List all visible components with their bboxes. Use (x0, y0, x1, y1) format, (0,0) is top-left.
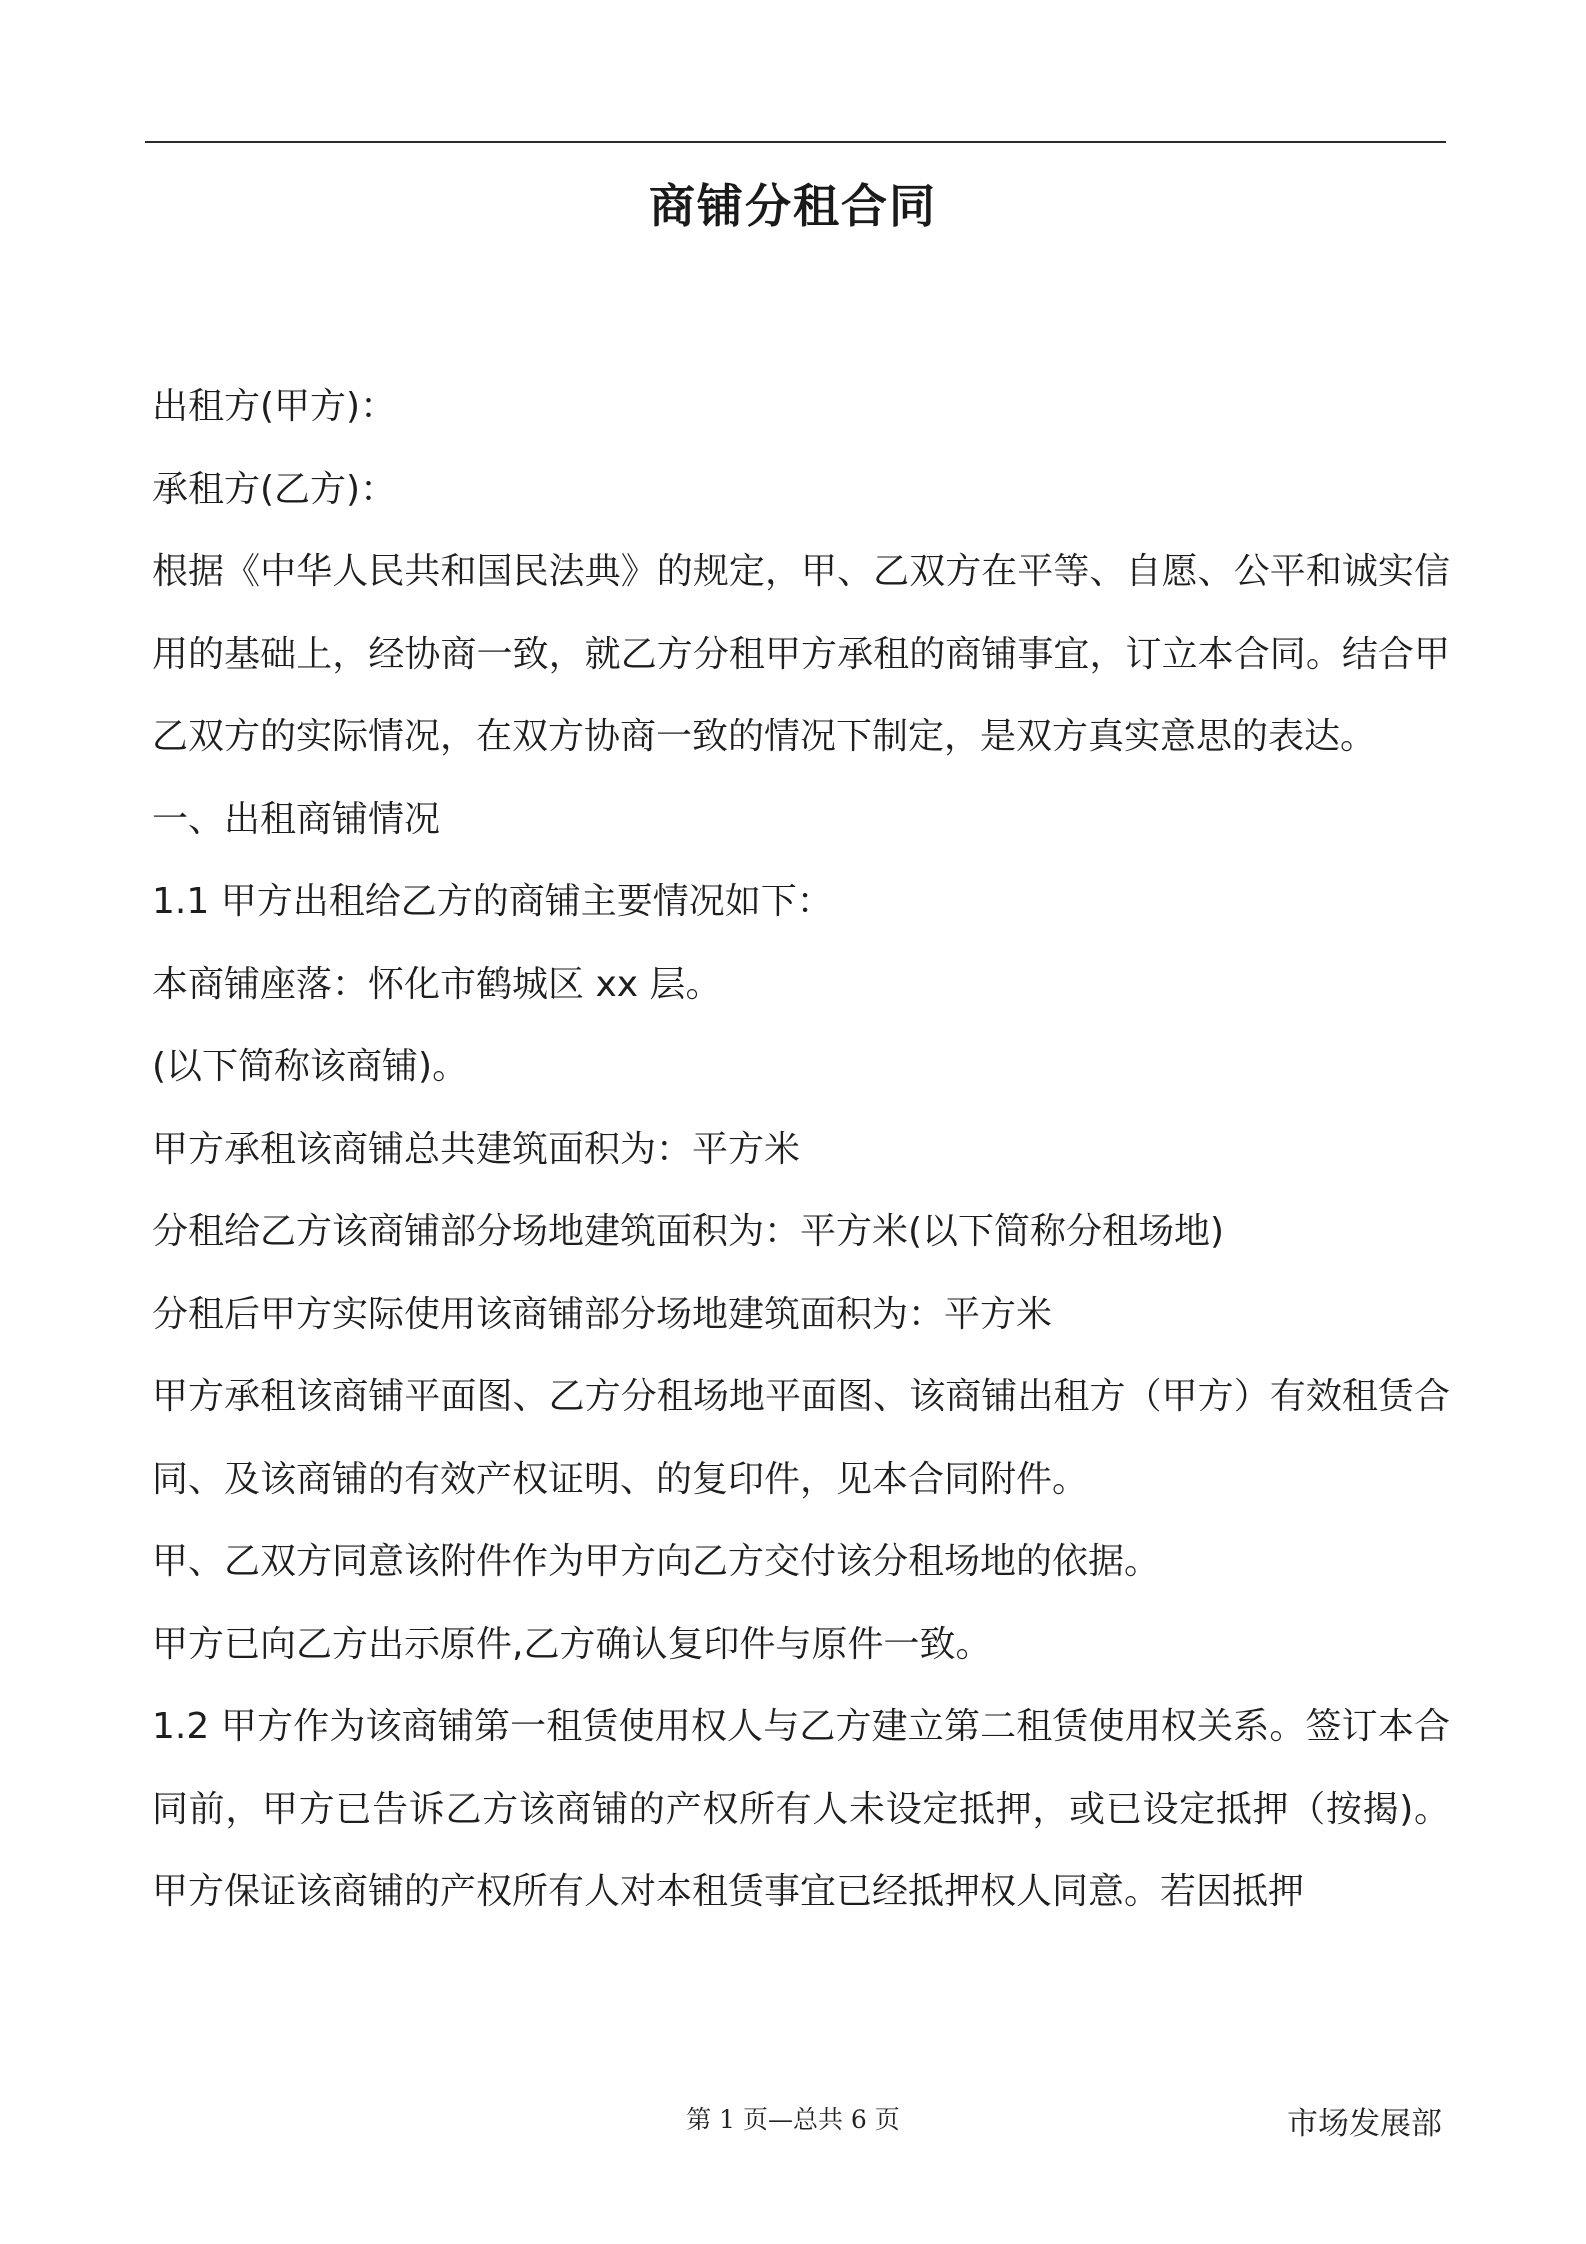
section-heading-1: 一、出租商铺情况 (152, 798, 441, 840)
sublet-area-line: 分租给乙方该商铺部分场地建筑面积为：平方米(以下简称分租场地) (152, 1211, 1225, 1252)
clause-1-1: 1.1 甲方出租给乙方的商铺主要情况如下： (152, 881, 833, 922)
total-area-line: 甲方承租该商铺总共建筑面积为：平方米 (152, 1128, 801, 1170)
document-body (152, 366, 1450, 1934)
remaining-area-line: 分租后甲方实际使用该商铺部分场地建筑面积为：平方米 (152, 1293, 1053, 1335)
shop-abbreviation-line: (以下简称该商铺)。 (152, 1046, 469, 1087)
document-title: 商铺分租合同 (649, 179, 937, 233)
page-indicator: 第 1 页—总共 6 页 (686, 2105, 900, 2134)
party-a-line: 出租方(甲方)： (152, 386, 397, 427)
attachments-paragraph: 甲方承租该商铺平面图、乙方分租场地平面图、该商铺出租方（甲方）有效租赁合同、及该商铺的有效产权证明、的复印件，见本合同附件。 (152, 1376, 1450, 1500)
footer-department: 市场发展部 (1287, 2106, 1442, 2142)
party-b-line: 承租方(乙方)： (152, 468, 397, 510)
shop-location-line: 本商铺座落：怀化市鹤城区 xx 层。 (152, 963, 722, 1005)
attachment-basis-line: 甲、乙双方同意该附件作为甲方向乙方交付该分租场地的依据。 (152, 1541, 1161, 1582)
preamble-paragraph: 根据《中华人民共和国民法典》的规定，甲、乙双方在平等、自愿、公平和诚实信用的基础上，经协商一致，就乙方分租甲方承租的商铺事宜，订立本合同。结合甲乙双方的实际情况，在双方协商一致的情况下制定，是双方真实意思的表达。 (152, 551, 1450, 757)
clause-1-2: 1.2 甲方作为该商铺第一租赁使用权人与乙方建立第二租赁使用权关系。签订本合同前，甲方已告诉乙方该商铺的产权所有人未设定抵押，或已设定抵押（按揭)。甲方保证该商铺的产权所有人对本租赁事宜已经抵押权人同意。若因抵押 (152, 1706, 1450, 1912)
header-rule (145, 141, 1446, 143)
originals-line: 甲方已向乙方出示原件,乙方确认复印件与原件一致。 (152, 1623, 992, 1665)
